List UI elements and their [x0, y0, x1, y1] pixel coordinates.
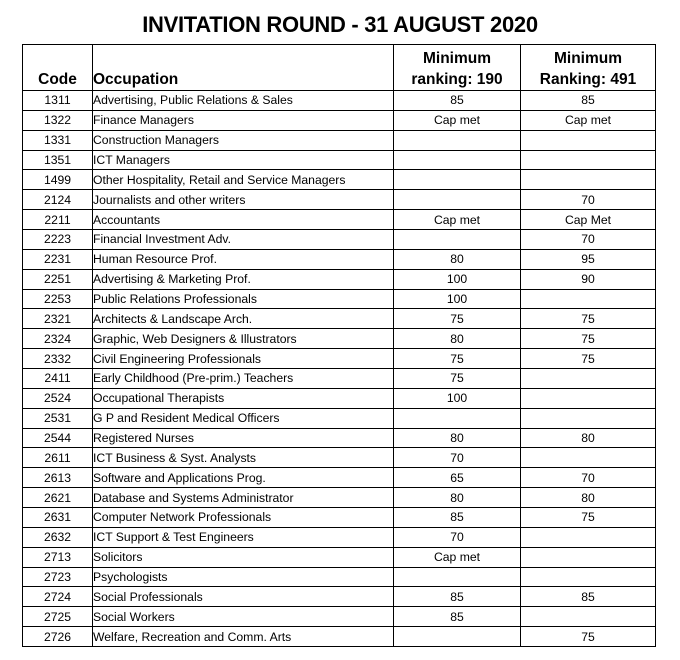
table-row	[23, 190, 656, 210]
ranking-491-cell: 70	[521, 190, 656, 210]
table-row	[23, 170, 656, 190]
code-cell: 2613	[23, 468, 93, 488]
occupation-cell: Graphic, Web Designers & Illustrators	[93, 329, 394, 349]
table-row	[23, 468, 656, 488]
ranking-190-cell: 65	[394, 468, 521, 488]
code-cell: 2544	[23, 428, 93, 448]
ranking-190-cell: 100	[394, 289, 521, 309]
code-cell: 1351	[23, 150, 93, 170]
code-cell: 1331	[23, 130, 93, 150]
table-row	[23, 349, 656, 369]
occupation-cell: ICT Support & Test Engineers	[93, 527, 394, 547]
code-cell: 2211	[23, 210, 93, 230]
ranking-491-cell: 75	[521, 508, 656, 528]
header-minimum-ranking-190	[394, 45, 521, 91]
invitation-table	[22, 44, 656, 647]
code-cell: 2726	[23, 627, 93, 647]
header-r1-line1: Minimum	[422, 50, 492, 67]
code-cell: 2724	[23, 587, 93, 607]
code-cell: 2621	[23, 488, 93, 508]
page-title: INVITATION ROUND - 31 AUGUST 2020	[142, 12, 538, 37]
table-row	[23, 448, 656, 468]
ranking-491-cell: 90	[521, 269, 656, 289]
code-cell: 2251	[23, 269, 93, 289]
occupation-cell: Solicitors	[93, 547, 394, 567]
code-cell: 2611	[23, 448, 93, 468]
code-cell: 2531	[23, 408, 93, 428]
code-cell: 2632	[23, 527, 93, 547]
occupation-cell: Occupational Therapists	[93, 388, 394, 408]
table-row	[23, 547, 656, 567]
ranking-190-cell: 85	[394, 91, 521, 111]
ranking-491-cell: 80	[521, 488, 656, 508]
table-row	[23, 607, 656, 627]
code-cell: 2223	[23, 230, 93, 250]
table-row	[23, 508, 656, 528]
ranking-491-cell	[521, 607, 656, 627]
ranking-190-cell: 70	[394, 448, 521, 468]
header-code: Code	[23, 45, 93, 91]
ranking-491-cell	[521, 289, 656, 309]
ranking-190-cell	[394, 190, 521, 210]
occupation-cell: Finance Managers	[93, 110, 394, 130]
occupation-cell: Advertising & Marketing Prof.	[93, 269, 394, 289]
code-cell: 2524	[23, 388, 93, 408]
ranking-190-cell	[394, 170, 521, 190]
ranking-190-cell: 75	[394, 309, 521, 329]
table-row	[23, 210, 656, 230]
occupation-cell: ICT Managers	[93, 150, 394, 170]
ranking-190-cell	[394, 230, 521, 250]
table-row	[23, 91, 656, 111]
table-row	[23, 150, 656, 170]
ranking-491-cell: 70	[521, 230, 656, 250]
ranking-190-cell: 80	[394, 428, 521, 448]
ranking-190-cell: 100	[394, 388, 521, 408]
table-row	[23, 329, 656, 349]
ranking-190-cell	[394, 567, 521, 587]
occupation-cell: Human Resource Prof.	[93, 249, 394, 269]
table-row	[23, 369, 656, 389]
code-cell: 2124	[23, 190, 93, 210]
code-cell: 2324	[23, 329, 93, 349]
ranking-491-cell: 80	[521, 428, 656, 448]
table-row	[23, 587, 656, 607]
table-row	[23, 567, 656, 587]
occupation-cell: G P and Resident Medical Officers	[93, 408, 394, 428]
header-occupation: Occupation	[93, 45, 394, 91]
occupation-cell: Early Childhood (Pre-prim.) Teachers	[93, 369, 394, 389]
occupation-cell: Public Relations Professionals	[93, 289, 394, 309]
occupation-cell: Computer Network Professionals	[93, 508, 394, 528]
header-r1-line2: ranking: 190	[411, 71, 503, 88]
code-cell: 1322	[23, 110, 93, 130]
ranking-190-cell: 75	[394, 369, 521, 389]
code-cell: 2713	[23, 547, 93, 567]
ranking-491-cell	[521, 150, 656, 170]
occupation-cell: Construction Managers	[93, 130, 394, 150]
ranking-491-cell	[521, 388, 656, 408]
header-r2-line2: Ranking: 491	[539, 71, 637, 88]
ranking-190-cell: Cap met	[394, 210, 521, 230]
ranking-491-cell: 75	[521, 329, 656, 349]
table-row	[23, 269, 656, 289]
ranking-491-cell: 75	[521, 349, 656, 369]
code-cell: 2321	[23, 309, 93, 329]
occupation-cell: Journalists and other writers	[93, 190, 394, 210]
ranking-491-cell	[521, 567, 656, 587]
table-row	[23, 309, 656, 329]
ranking-190-cell: 70	[394, 527, 521, 547]
occupation-cell: Financial Investment Adv.	[93, 230, 394, 250]
ranking-491-cell: 75	[521, 627, 656, 647]
ranking-190-cell	[394, 150, 521, 170]
ranking-190-cell	[394, 627, 521, 647]
code-cell: 2725	[23, 607, 93, 627]
table-row	[23, 110, 656, 130]
ranking-190-cell	[394, 408, 521, 428]
ranking-190-cell: 80	[394, 329, 521, 349]
ranking-491-cell	[521, 369, 656, 389]
occupation-cell: Welfare, Recreation and Comm. Arts	[93, 627, 394, 647]
ranking-491-cell	[521, 170, 656, 190]
ranking-491-cell	[521, 448, 656, 468]
code-cell: 1499	[23, 170, 93, 190]
ranking-491-cell: 95	[521, 249, 656, 269]
code-cell: 2253	[23, 289, 93, 309]
code-cell: 2723	[23, 567, 93, 587]
ranking-491-cell	[521, 547, 656, 567]
ranking-190-cell: Cap met	[394, 110, 521, 130]
ranking-491-cell: Cap met	[521, 110, 656, 130]
ranking-491-cell: Cap Met	[521, 210, 656, 230]
ranking-491-cell	[521, 408, 656, 428]
ranking-491-cell: 85	[521, 91, 656, 111]
table-row	[23, 428, 656, 448]
code-cell: 2332	[23, 349, 93, 369]
ranking-491-cell: 85	[521, 587, 656, 607]
table-header-row	[23, 45, 656, 91]
table-row	[23, 249, 656, 269]
ranking-491-cell: 75	[521, 309, 656, 329]
occupation-cell: Registered Nurses	[93, 428, 394, 448]
ranking-190-cell: 85	[394, 508, 521, 528]
ranking-190-cell: 100	[394, 269, 521, 289]
occupation-cell: Database and Systems Administrator	[93, 488, 394, 508]
table-row	[23, 627, 656, 647]
occupation-cell: Psychologists	[93, 567, 394, 587]
ranking-491-cell: 70	[521, 468, 656, 488]
table-row	[23, 388, 656, 408]
table-row	[23, 130, 656, 150]
ranking-190-cell: 80	[394, 488, 521, 508]
occupation-cell: Architects & Landscape Arch.	[93, 309, 394, 329]
ranking-190-cell: 75	[394, 349, 521, 369]
ranking-190-cell: 80	[394, 249, 521, 269]
code-cell: 2231	[23, 249, 93, 269]
table-row	[23, 527, 656, 547]
occupation-cell: Social Workers	[93, 607, 394, 627]
occupation-cell: Advertising, Public Relations & Sales	[93, 91, 394, 111]
ranking-190-cell	[394, 130, 521, 150]
occupation-cell: Other Hospitality, Retail and Service Managers	[93, 170, 394, 190]
table-row	[23, 230, 656, 250]
table-row	[23, 408, 656, 428]
ranking-190-cell: 85	[394, 587, 521, 607]
table-row	[23, 289, 656, 309]
occupation-cell: Social Professionals	[93, 587, 394, 607]
header-r2-line1: Minimum	[553, 50, 623, 67]
code-cell: 1311	[23, 91, 93, 111]
occupation-cell: Accountants	[93, 210, 394, 230]
occupation-cell: Software and Applications Prog.	[93, 468, 394, 488]
code-cell: 2631	[23, 508, 93, 528]
occupation-cell: ICT Business & Syst. Analysts	[93, 448, 394, 468]
ranking-491-cell	[521, 527, 656, 547]
ranking-491-cell	[521, 130, 656, 150]
header-minimum-ranking-491	[521, 45, 656, 91]
table-row	[23, 488, 656, 508]
table-body	[23, 91, 656, 647]
ranking-190-cell: 85	[394, 607, 521, 627]
code-cell: 2411	[23, 369, 93, 389]
occupation-cell: Civil Engineering Professionals	[93, 349, 394, 369]
ranking-190-cell: Cap met	[394, 547, 521, 567]
